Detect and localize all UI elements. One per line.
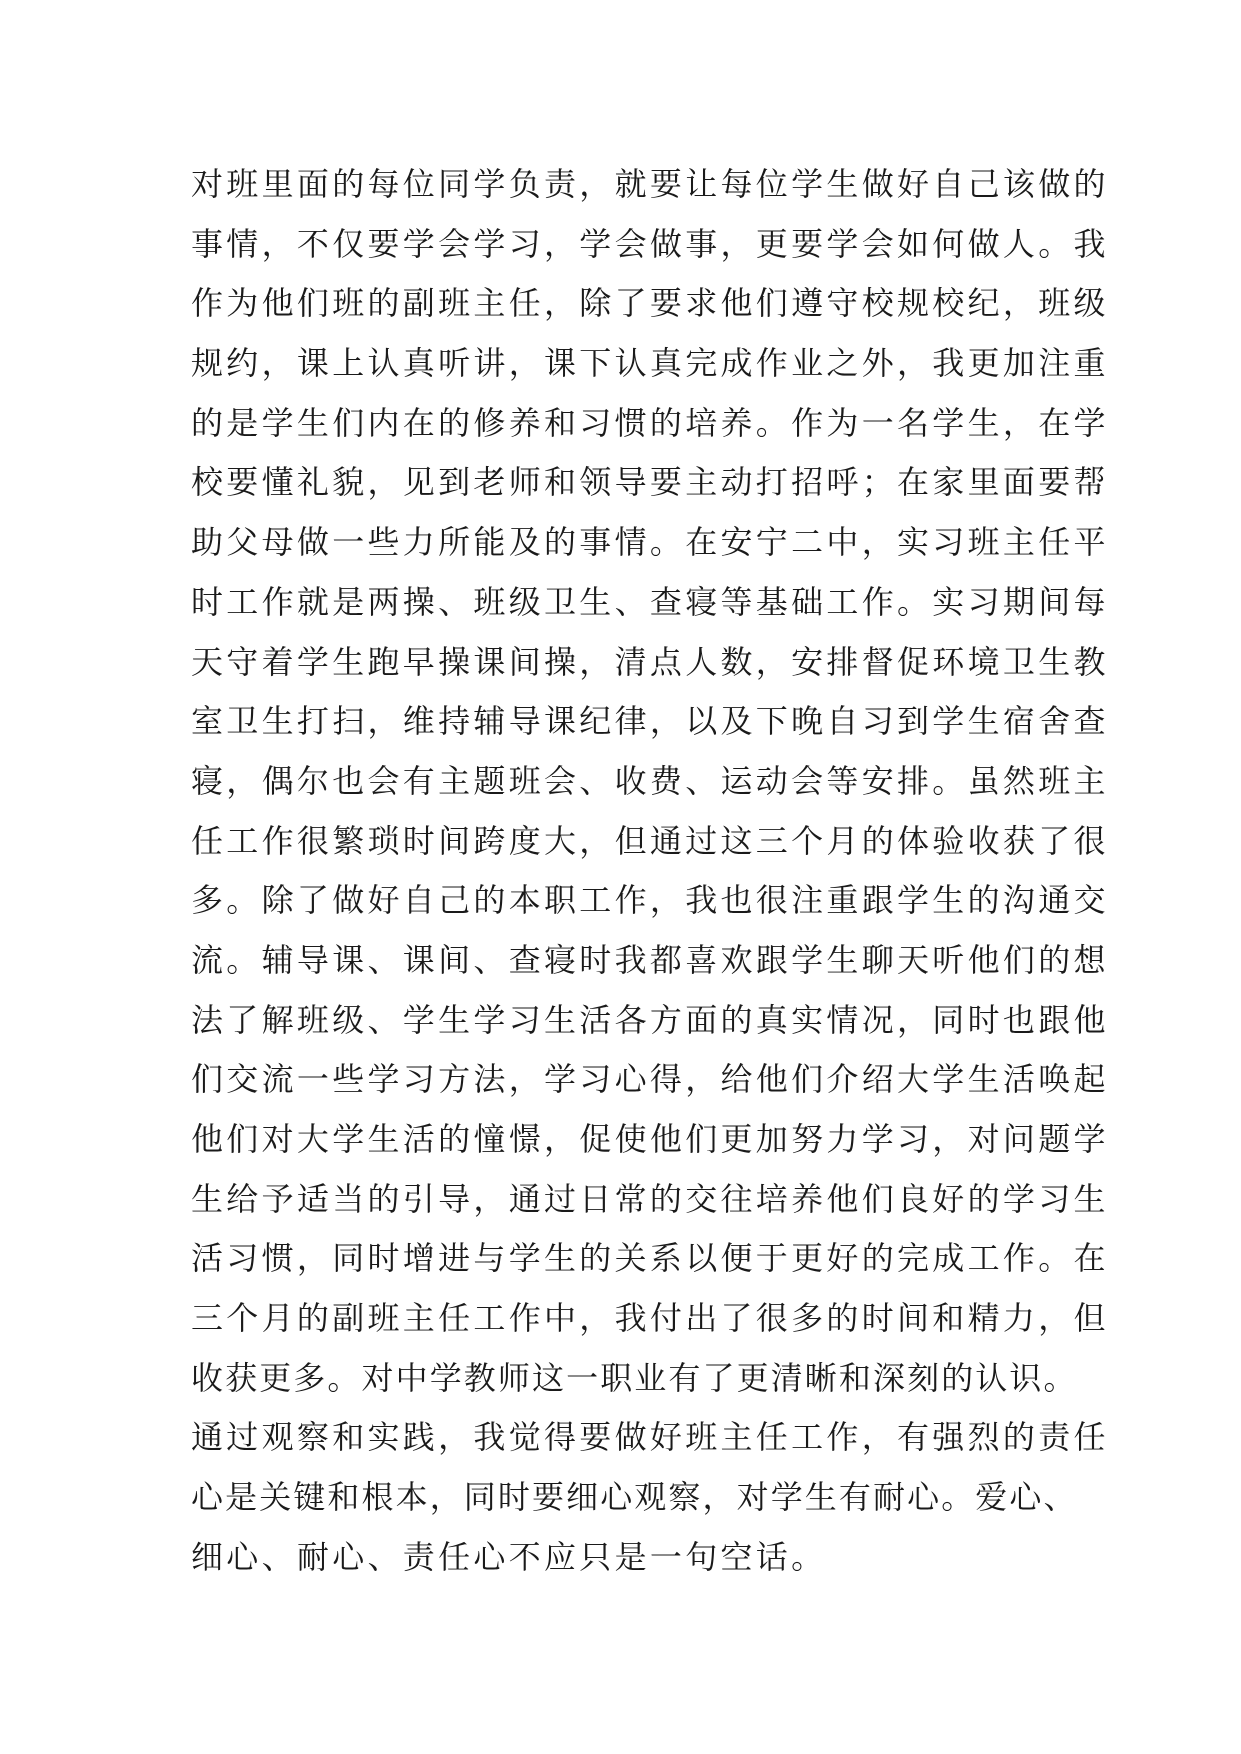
- body-paragraph: [191, 155, 1109, 1588]
- text-line: 校要懂礼貌，见到老师和领导要主动打招呼；在家里面要帮: [191, 463, 1109, 502]
- text-line: 事情，不仅要学会学习，学会做事，更要学会如何做人。我: [191, 224, 1109, 263]
- text-line: 室卫生打扫，维持辅导课纪律，以及下晚自习到学生宿舍查: [191, 702, 1109, 741]
- text-line: 他们对大学生活的憧憬，促使他们更加努力学习，对问题学: [191, 1120, 1109, 1158]
- text-line: 助父母做一些力所能及的事情。在安宁二中，实习班主任平: [191, 523, 1109, 562]
- text-line: 多。除了做好自己的本职工作，我也很注重跟学生的沟通交: [191, 881, 1109, 920]
- text-line: 活习惯，同时增进与学生的关系以便于更好的完成工作。在: [191, 1239, 1109, 1278]
- text-line: 规约，课上认真听讲，课下认真完成作业之外，我更加注重: [191, 344, 1109, 383]
- text-line: 作为他们班的副班主任，除了要求他们遵守校规校纪，班级: [191, 284, 1109, 323]
- text-line: 生给予适当的引导，通过日常的交往培养他们良好的学习生: [191, 1179, 1109, 1218]
- text-line: 天守着学生跑早操课间操，清点人数，安排督促环境卫生教: [191, 642, 1109, 681]
- text-line: 们交流一些学习方法，学习心得，给他们介绍大学生活唤起: [191, 1060, 1109, 1099]
- text-line: 法了解班级、学生学习生活各方面的真实情况，同时也跟他: [191, 1000, 1109, 1039]
- text-line: 时工作就是两操、班级卫生、查寝等基础工作。实习期间每: [191, 582, 1109, 621]
- text-line: 心是关键和根本，同时要细心观察，对学生有耐心。爱心、: [191, 1478, 1078, 1517]
- text-line: 流。辅导课、课间、查寝时我都喜欢跟学生聊天听他们的想: [191, 940, 1109, 979]
- text-line: 通过观察和实践，我觉得要做好班主任工作，有强烈的责任: [191, 1418, 1109, 1457]
- text-line: 三个月的副班主任工作中，我付出了很多的时间和精力，但: [191, 1299, 1109, 1338]
- text-line: 任工作很繁琐时间跨度大，但通过这三个月的体验收获了很: [191, 821, 1109, 860]
- text-line: 的是学生们内在的修养和习惯的培养。作为一名学生，在学: [191, 403, 1109, 442]
- text-line: 寝，偶尔也会有主题班会、收费、运动会等安排。虽然班主: [191, 761, 1109, 800]
- text-line: 收获更多。对中学教师这一职业有了更清晰和深刻的认识。: [191, 1358, 1078, 1397]
- text-line: 细心、耐心、责任心不应只是一句空话。: [191, 1537, 827, 1576]
- text-line: 对班里面的每位同学负责，就要让每位学生做好自己该做的: [191, 165, 1109, 203]
